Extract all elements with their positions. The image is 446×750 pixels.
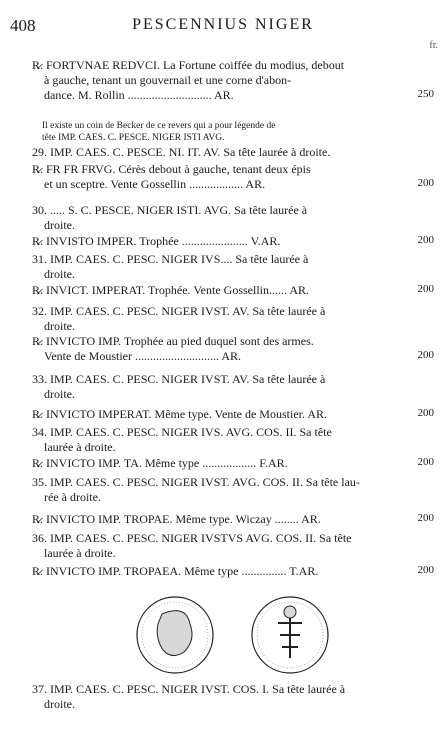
- entry-line: à gauche, tenant un gouvernail et une corne d'abon-: [44, 73, 292, 87]
- catalog-entry-e34: [32, 425, 372, 455]
- catalog-entry-e29r: [32, 162, 372, 192]
- price: 200: [417, 283, 434, 295]
- catalog-entry-e31r: [32, 283, 372, 298]
- entry-line: R̷. INVICTO IMP. TROPAE. Même type. Wiczay ........ AR.: [32, 512, 321, 526]
- entry-line: 30. ..... S. C. PESCE. NIGER ISTI. AVG. Sa tête laurée à: [32, 203, 308, 217]
- entry-line: R̷. INVICTO IMPERAT. Même type. Vente de Moustier. AR.: [32, 407, 327, 421]
- page-number: 408: [10, 16, 36, 35]
- entry-line: R̷. INVICTO IMP. TROPAEA. Même type ............... T.AR.: [32, 564, 319, 578]
- entry-line: tête IMP. CAES. C. PESCE. NIGER ISTI AVG.: [42, 133, 225, 143]
- entry-line: droite.: [44, 218, 75, 232]
- entry-line: laurée à droite.: [44, 546, 116, 560]
- entry-line: droite.: [44, 387, 75, 401]
- entry-line: droite.: [44, 267, 75, 281]
- entry-line: Vente de Moustier ............................ AR.: [44, 349, 241, 363]
- entry-line: laurée à droite.: [44, 440, 116, 454]
- entry-line: 32. IMP. CAES. C. PESC. NIGER IVST. AV. Sa tête laurée à: [32, 304, 326, 318]
- catalog-entry-note: [42, 120, 372, 144]
- entry-line: R̷. INVICTO IMP. TA. Même type .................. F.AR.: [32, 456, 288, 470]
- catalog-entry-e31: [32, 252, 372, 282]
- price: 200: [417, 564, 434, 576]
- price: 200: [417, 349, 434, 361]
- entry-line: 33. IMP. CAES. C. PESC. NIGER IVST. AV. Sa tête laurée à: [32, 372, 326, 386]
- entry-line: 31. IMP. CAES. C. PESC. NIGER IVS.... Sa tête laurée à: [32, 252, 309, 266]
- price: 200: [417, 407, 434, 419]
- entry-line: 29. IMP. CAES. C. PESCE. NI. IT. AV. Sa tête laurée à droite.: [32, 145, 331, 159]
- catalog-entry-e33: [32, 372, 372, 402]
- entry-line: dance. M. Rollin ............................ AR.: [44, 88, 234, 102]
- catalog-entry-e36: [32, 531, 372, 561]
- entry-line: Il existe un coin de Becker de ce revers qui a pour légende de: [42, 121, 276, 131]
- catalog-entry-e37: [32, 682, 372, 712]
- entry-line: R̷. INVICTO IMP. Trophée au pied duquel sont des armes.: [32, 334, 314, 348]
- price: 200: [417, 456, 434, 468]
- catalog-entry-e36r: [32, 564, 372, 579]
- coin-illustration: [120, 590, 350, 680]
- column-mark: fr.: [429, 40, 438, 51]
- catalog-entry-e33r: [32, 407, 372, 422]
- catalog-entry-e34r: [32, 456, 372, 471]
- entry-line: et un sceptre. Vente Gossellin .................. AR.: [44, 177, 266, 191]
- catalog-entry-e35: [32, 475, 372, 505]
- catalog-entry-e1: [32, 58, 372, 103]
- page-title: PESCENNIUS NIGER: [132, 16, 314, 33]
- entry-line: R̷. INVICT. IMPERAT. Trophée. Vente Gossellin...... AR.: [32, 283, 310, 297]
- catalog-entry-e32r: [32, 334, 372, 364]
- catalog-entry-e29: [32, 145, 372, 160]
- entry-line: droite.: [44, 319, 75, 333]
- price: 200: [417, 177, 434, 189]
- entry-line: 35. IMP. CAES. C. PESC. NIGER IVST. AVG. COS. II. Sa tête lau-: [32, 475, 360, 489]
- price: 200: [417, 512, 434, 524]
- catalog-entry-e30r: [32, 234, 372, 249]
- entry-line: rée à droite.: [44, 490, 101, 504]
- entry-line: R̷. FR FR FRVG. Cérès debout à gauche, tenant deux épis: [32, 162, 311, 176]
- entry-line: 34. IMP. CAES. C. PESC. NIGER IVS. AVG. COS. II. Sa tête: [32, 425, 332, 439]
- page-header: [10, 14, 436, 38]
- price: 250: [417, 88, 434, 100]
- entry-line: 36. IMP. CAES. C. PESC. NIGER IVSTVS AVG. COS. II. Sa tête: [32, 531, 352, 545]
- catalog-entry-e35r: [32, 512, 372, 527]
- catalog-entry-e32: [32, 304, 372, 334]
- coin-drawing: [120, 590, 350, 680]
- entry-line: 37. IMP. CAES. C. PESC. NIGER IVST. COS. I. Sa tête laurée à: [32, 682, 346, 696]
- entry-line: R̷. FORTVNAE REDVCI. La Fortune coiffée du modius, debout: [32, 58, 345, 72]
- price: 200: [417, 234, 434, 246]
- entry-line: R̷. INVISTO IMPER. Trophée ...................... V.AR.: [32, 234, 281, 248]
- entry-line: droite.: [44, 697, 75, 711]
- catalog-entry-e30: [32, 203, 372, 233]
